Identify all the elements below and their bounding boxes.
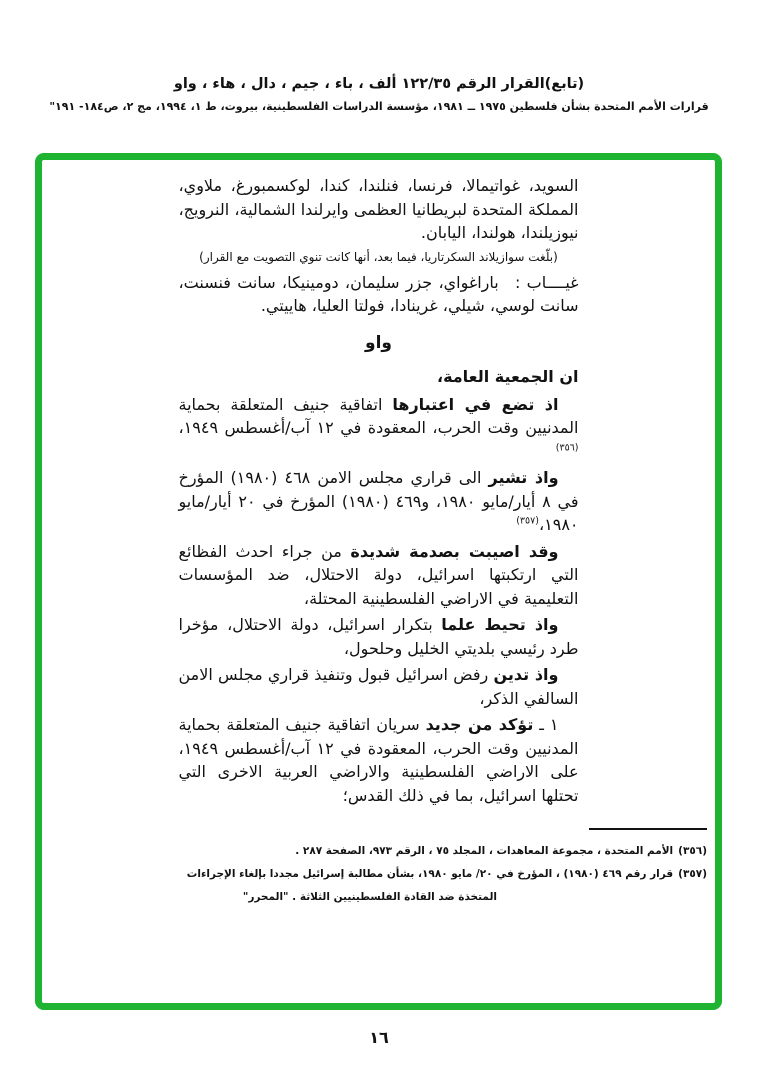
absent-countries-list: باراغواي، جزر سليمان، دومينيكا، سانت فنسنت، سانت لوسي، شيلي، غرينادا، فولتا العليا، هاييتي. <box>178 272 579 315</box>
operative-text: سريان اتفاقية جنيف المتعلقة بحماية المدنيين وقت الحرب، المعقودة في ١٢ آب/أغسطس ١٩٤٩، على الاراضي الفلسطينية والاراضي العربية الاخرى التي تحتلها اسرائيل، بما في ذلك القدس؛ <box>178 715 579 805</box>
clause-text: من جراء احدث الفظائع التي ارتكبتها اسرائيل، دولة الاحتلال، ضد المؤسسات التعليمية في الاراضي الفلسطينية المحتلة، <box>178 541 579 608</box>
footnote-divider-rule <box>589 828 707 830</box>
footnote-text: قرار رقم ٤٦٩ (١٩٨٠) ، المؤرخ في ٢٠/ مايو ١٩٨٠، بشأن مطالبة إسرائيل مجددا بإلغاء الإجراءات <box>186 868 674 880</box>
footnote-357 <box>65 863 707 909</box>
footnotes-block <box>65 828 707 909</box>
absent-countries-paragraph <box>179 271 579 318</box>
operative-paragraph-1 <box>179 713 579 807</box>
clause-text: الى قراري مجلس الامن ٤٦٨ (١٩٨٠) المؤرخ في ٨ أيار/مايو ١٩٨٠، و٤٦٩ (١٩٨٠) المؤرخ في ٢٠ أيار/مايو ١٩٨٠، <box>178 468 579 534</box>
operative-lead: تؤكد من جديد <box>425 715 534 734</box>
preambular-clause-3 <box>179 540 579 611</box>
operative-number: ١ ـ <box>539 715 559 734</box>
footnote-text: الأمم المتحدة ، مجموعة المعاهدات ، المجلد ٧٥ ، الرقم ٩٧٣، الصفحة ٢٨٧ . <box>295 845 674 857</box>
footnote-ref-357: (٣٥٧) <box>516 515 539 527</box>
citation-header <box>0 76 758 113</box>
preambular-clause-5 <box>179 663 579 710</box>
preambular-clause-4 <box>179 613 579 660</box>
footnote-marker: (٣٥٧) <box>678 868 707 880</box>
absent-label: غيــــاب : <box>514 272 579 292</box>
clause-text: رفض اسرائيل قبول وتنفيذ قراري مجلس الامن السالفي الذكر، <box>178 665 579 708</box>
clause-lead: واذ تدين <box>493 665 559 684</box>
section-heading-waw: واو <box>365 332 392 353</box>
footnote-marker: (٣٥٦) <box>678 845 707 857</box>
clause-lead: واذ تحيط علما <box>441 615 559 634</box>
footnote-356 <box>65 840 707 863</box>
voting-countries-list: السويد، غواتيمالا، فرنسا، فنلندا، كندا، لوكسمبورغ، ملاوي، المملكة المتحدة لبريطانيا العظمى وايرلندا الشمالية، النرويج، نيوزيلندا، هولندا، اليابان. <box>178 176 579 242</box>
clause-lead: وقد اصيبت بصدمة شديدة <box>350 541 559 561</box>
clause-text: بتكرار اسرائيل، دولة الاحتلال، مؤخرا طرد رئيسي بلديتي الخليل وحلحول، <box>178 615 579 658</box>
assembly-opening: ان الجمعية العامة، <box>436 367 579 386</box>
secretariat-note: (بلّغت سوازيلاند السكرتاريا، فيما بعد، أنها كانت تنوي التصويت مع القرار) <box>199 249 558 264</box>
footnote-text-continuation: المتخذة ضد القادة الفلسطينيين الثلاثة . "المحرر" <box>242 891 497 903</box>
resolution-text-column <box>179 174 579 807</box>
green-highlight-frame <box>35 153 722 1010</box>
footnote-ref-356: (٣٥٦) <box>555 442 579 454</box>
page-number: ١٦ <box>369 1028 389 1047</box>
preambular-clause-1 <box>179 393 579 464</box>
clause-lead: اذ تضع في اعتبارها <box>392 394 559 414</box>
source-citation: قرارات الأمم المتحدة بشأن فلسطين ١٩٧٥ ــ ١٩٨١، مؤسسة الدراسات الفلسطينية، بيروت، ط ١، ١٩٩٤، مج ٢، ص١٨٤- ١٩١" <box>49 100 709 113</box>
clause-lead: واذ تشير <box>488 468 559 487</box>
preambular-clause-2 <box>179 466 579 537</box>
clause-text: اتفاقية جنيف المتعلقة بحماية المدنيين وقت الحرب، المعقودة في ١٢ آب/أغسطس ١٩٤٩، <box>178 394 579 437</box>
resolution-title: (تابع)القرار الرقم ١٢٢/٣٥ ألف ، باء ، جيم ، دال ، هاء ، واو <box>173 76 585 92</box>
